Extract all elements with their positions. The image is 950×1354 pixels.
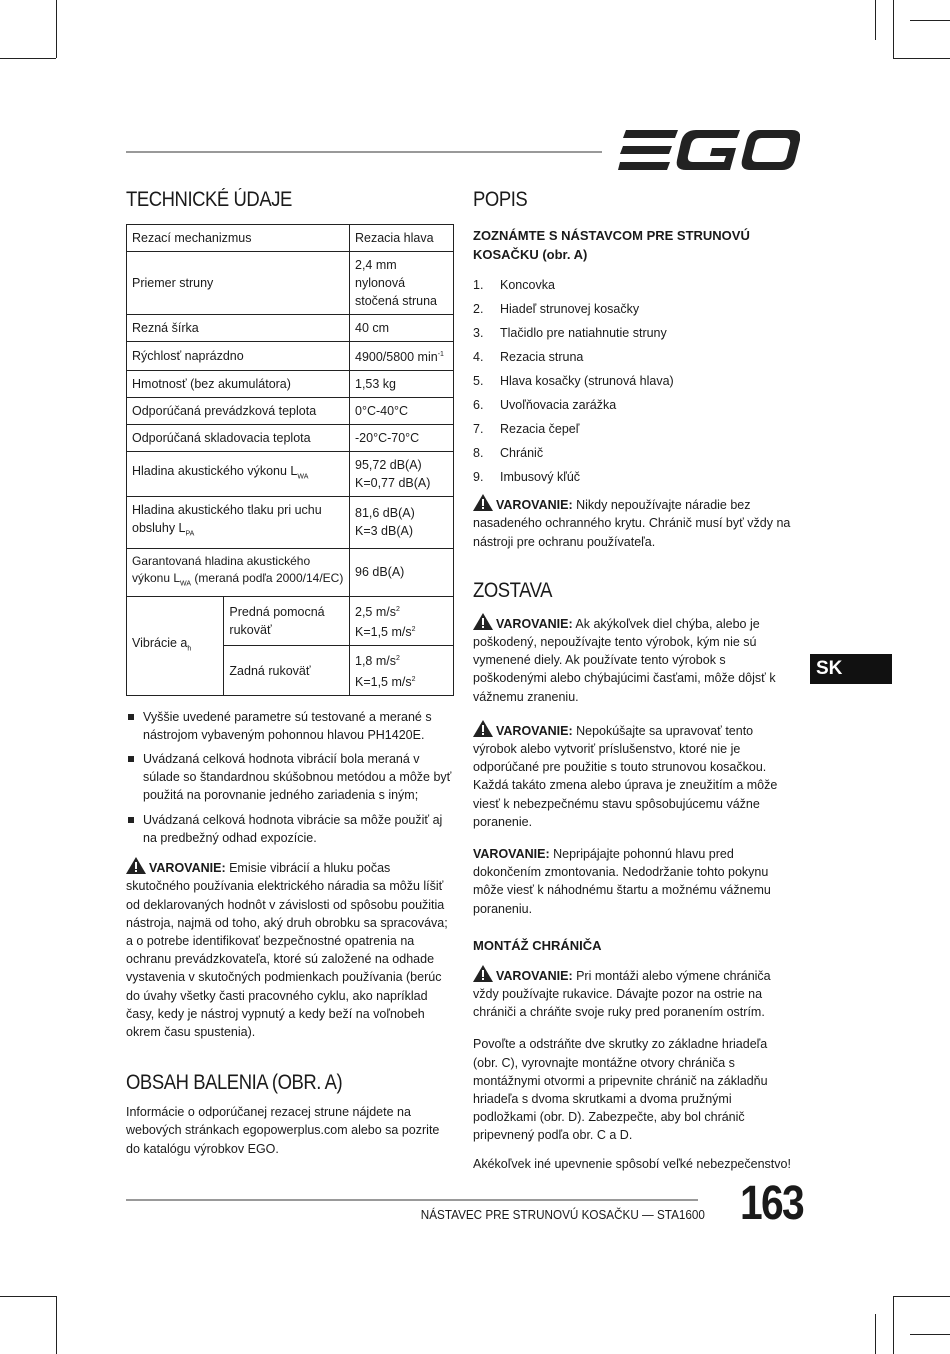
zostava-heading: ZOSTAVA [473, 578, 553, 602]
crop-mark [910, 20, 950, 21]
crop-mark [893, 1296, 894, 1354]
list-item: 6. Uvoľňovacia zarážka [473, 398, 617, 412]
tech-heading: TECHNICKÉ ÚDAJE [126, 188, 292, 211]
page-number: 163 [740, 1177, 803, 1230]
list-item: 9. Imbusový kľúč [473, 470, 581, 484]
crop-mark [875, 0, 876, 40]
table-row: Odporúčaná prevádzková teplota 0°C-40°C [127, 398, 454, 425]
gloves-warning: VAROVANIE: Pri montáži alebo výmene chrániča vždy používajte rukavice. Dávajte pozor na ostrie na chrániči a chráňte svoje ruky pred poranením ostrím. [473, 965, 793, 1022]
popis-subheading: ZOZNÁMTE S NÁSTAVCOM PRE STRUNOVÚ KOSAČKU (obr. A) [473, 228, 750, 262]
list-item: Vyššie uvedené parametre sú testované a merané s nástrojom vybaveným pohonnou hlavou PH1420E. [126, 708, 454, 744]
list-item: 7. Rezacia čepeľ [473, 422, 580, 436]
list-item: 1. Koncovka [473, 278, 555, 292]
table-row: Rýchlosť naprázdno 4900/5800 $\min^{-1}$ [127, 342, 454, 371]
warning-icon [473, 613, 493, 630]
footer-rule [126, 1199, 698, 1201]
modification-warning: VAROVANIE: Nepokúšajte sa upravovať tento výrobok alebo vytvoriť príslušenstvo, ktoré nie je odporúčané pre použitie s touto strunovou kosačkou. Každá takáto zmena alebo úprava je zneužitím a môže viesť k nebezpečnému stavu spôsobujúcemu vážne poranenie. [473, 720, 793, 831]
table-row: Zadná rukoväť 1,8 $m/s^2$ K=1,5 $m/s^2$ [127, 646, 454, 695]
spec-table [126, 224, 454, 696]
popis-heading: POPIS [473, 188, 528, 211]
crop-mark [0, 58, 56, 59]
list-item: 3. Tlačidlo pre natiahnutie struny [473, 326, 667, 340]
warning-icon [473, 965, 493, 982]
table-row: Rezná šírka 40 cm [127, 315, 454, 342]
guard-warning: VAROVANIE: Nikdy nepoužívajte náradie bez nasadeného ochranného krytu. Chránič musí byť vždy na nástroji pre ochranu používateľa. [473, 494, 793, 551]
crop-mark [910, 1334, 950, 1335]
table-row: Hladina akustického tlaku pri uchu obsluhy $L_{PA}$ 81,6 dB(A) K=3 dB(A) [127, 497, 454, 549]
list-item: 8. Chránič [473, 446, 544, 460]
vibration-warning: VAROVANIE: Emisie vibrácií a hluku počas skutočného používania elektrického náradia sa môžu líšiť od deklarovaných hodnôt v závislosti od spôsobu použitia nástroja, najmä od toho, aký druh obrobku sa spracováva; a o potrebe identifikovať bezpečnostné opatrenia na ochranu prevádzkovateľa, ktoré sú založené na odhade vystavenia v skutočných podmienkach používania (berúc do úvahy všetky časti pracovného cyklu, ako napríklad časy, kedy je nástroj vypnutý a kedy beží na voľnobeh okrem času spustenia). [126, 857, 454, 1041]
crop-mark [0, 1296, 56, 1297]
table-row: Odporúčaná skladovacia teplota -20°C-70°C [127, 425, 454, 452]
crop-mark [56, 0, 57, 58]
list-item: 2. Hiadeľ strunovej kosačky [473, 302, 640, 316]
warning-icon [473, 494, 493, 511]
package-heading: OBSAH BALENIA (OBR. A) [126, 1071, 343, 1095]
ego-logo [618, 128, 800, 172]
guard-instructions: Povoľte a odstráňte dve skrutky zo základne hriadeľa (obr. C), vyrovnajte montážne otvory chrániča s montážnymi otvormi a pripevnite chránič na základňu hriadeľa s dvoma skrutkami a dvoma pružnými podložkami (obr. D). Zabezpečte, aby bol chránič pripevnený podľa obr. C a D. [473, 1037, 768, 1143]
right-column [473, 188, 793, 1173]
footer-title: NÁSTAVEC PRE STRUNOVÚ KOSAČKU — STA1600 [420, 1207, 705, 1222]
warning-icon [473, 720, 493, 737]
table-row: Hmotnosť (bez akumulátora) 1,53 kg [127, 371, 454, 398]
header-rule [126, 151, 602, 153]
crop-mark [893, 58, 950, 59]
guard-danger-note: Akékoľvek iné upevnenie spôsobí veľké nebezpečenstvo! [473, 1156, 791, 1171]
crop-mark [893, 0, 894, 58]
crop-mark [56, 1296, 57, 1354]
guard-heading: MONTÁŽ CHRÁNIČA [473, 937, 602, 953]
table-row: Rezací mechanizmus Rezacia hlava [127, 225, 454, 252]
warning-icon [126, 857, 146, 874]
language-tab: SK [810, 654, 892, 684]
table-row: Priemer struny 2,4 mm nylonová stočená struna [127, 252, 454, 315]
package-text: Informácie o odporúčanej rezacej strune nájdete na webových stránkach egopowerplus.com alebo sa pozrite do katalógu výrobkov EGO. [126, 1105, 440, 1156]
crop-mark [893, 1296, 950, 1297]
list-item: Uvádzaná celková hodnota vibrácie sa môže použiť aj na predbežný odhad expozície. [126, 811, 454, 847]
list-item: 4. Rezacia struna [473, 350, 584, 364]
table-row: Garantovaná hladina akustického výkonu $L_{WA}$ (meraná podľa 2000/14/EC) 96 dB(A) [127, 548, 454, 596]
parts-list [473, 276, 793, 486]
left-column [126, 188, 454, 1158]
table-row: Vibrácie $a_h$ Predná pomocná rukoväť 2,5 $m/s^2$ K=1,5 $m/s^2$ [127, 597, 454, 646]
table-row: Hladina akustického výkonu $L_{WA}$ 95,72 dB(A) K=0,77 dB(A) [127, 452, 454, 497]
list-item: Uvádzaná celková hodnota vibrácií bola meraná v súlade so štandardnou skúšobnou metódou a môže byť použitá na porovnanie jedného zariadenia s iným; [126, 750, 454, 805]
spec-notes [126, 708, 454, 847]
powerhead-warning: VAROVANIE: Nepripájajte pohonnú hlavu pred dokončením zmontovania. Nedodržanie tohto pokynu môže viesť k náhodnému štartu a možnému vážnemu poraneniu. [473, 847, 771, 916]
missing-parts-warning: VAROVANIE: Ak akýkoľvek diel chýba, alebo je poškodený, nepoužívajte tento výrobok, kým nie sú vymenené diely. Ak používate tento výrobok s poškodenými alebo chýbajúcimi časťami, môže dôjsť k vážnemu zraneniu. [473, 613, 793, 706]
crop-mark [875, 1314, 876, 1354]
list-item: 5. Hlava kosačky (strunová hlava) [473, 374, 674, 388]
